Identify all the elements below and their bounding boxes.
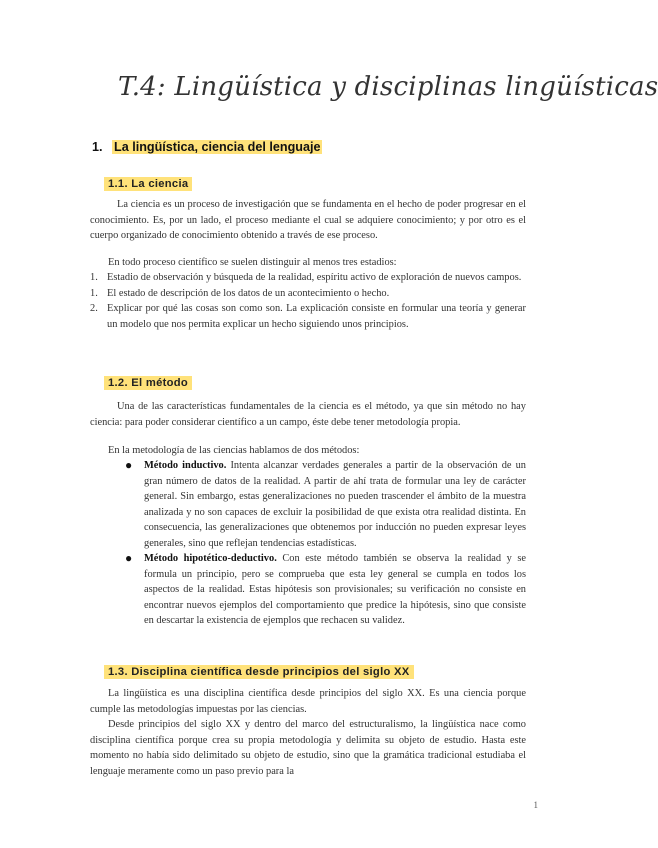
paragraph-disciplina: La lingüística es una disciplina científica desde principios del siglo XX. Es una ciencia porque cumple las metodologías impuestas por las ciencias. bbox=[90, 688, 526, 715]
list-item: 1. Estadio de observación y búsqueda de la realidad, espíritu activo de exploración de nuevos campos. bbox=[90, 272, 522, 283]
subsection-heading-1-1: 1.1. La ciencia bbox=[104, 177, 192, 191]
bullet-icon: ● bbox=[125, 551, 133, 565]
bullet-icon: ● bbox=[125, 458, 133, 472]
section-title: La lingüística, ciencia del lenguaje bbox=[114, 140, 321, 154]
paragraph-ciencia-definicion: La ciencia es un proceso de investigación que se fundamenta en el hecho de poder progresar en el conocimiento. Es, por un lado, el proceso mediante el cual se adquiere conocimiento; y por otro es el cuerpo organizado de conocimiento obtenido a través de ese proceso. bbox=[90, 199, 526, 241]
list-item-metodo-hipotetico: ● Método hipotético-deductivo. Con este método también se observa la realidad y se formula un principio, pero se comprueba que esta ley general se cumpla en todos los aspectos de la realidad. Estas hipótesis son provisionales; su verificación no consiste en encontrar nuevos ejemplos del comportamiento que predice la hipótesis, sino que consiste en descartar la existencia de ejemplos que rechacen su validez. bbox=[125, 551, 526, 626]
page-number: 1 bbox=[533, 800, 538, 810]
list-item: 1. El estado de descripción de los datos de un acontecimiento o hecho. bbox=[90, 287, 390, 299]
subsection-heading-1-2: 1.2. El método bbox=[104, 376, 192, 390]
section-number: 1. bbox=[92, 140, 103, 154]
paragraph-metodo: Una de las características fundamentales de la ciencia es el método, ya que sin método no hay ciencia: para poder considerar científico a un campo, éste debe tener metodología propia. bbox=[90, 401, 526, 428]
paragraph-estadios-intro: En todo proceso científico se suelen distinguir al menos tres estadios: bbox=[108, 257, 397, 268]
paragraph-dos-metodos: En la metodología de las ciencias hablamos de dos métodos: bbox=[108, 445, 360, 456]
section-heading-1 bbox=[92, 140, 322, 154]
list-item-metodo-inductivo: ● Método inductivo. Intenta alcanzar verdades generales a partir de la observación de un gran número de datos de la realidad. A partir de ahí trata de formular una ley de carácter general. Sin embargo, estas generalizaciones no pueden trascender el ámbito de la muestra analizada y no son capaces de excluir la posibilidad de que exista otra realidad distinta. En consecuencia, las generalizaciones que obtenemos por inducción no pueden expresar leyes generales, sino que reflejan tendencias estadísticas. bbox=[125, 458, 526, 549]
subsection-heading-1-3: 1.3. Disciplina científica desde principios del siglo XX bbox=[104, 665, 414, 679]
document-title: T.4: Lingüística y disciplinas lingüísticas bbox=[118, 72, 658, 102]
estadios-list bbox=[90, 270, 526, 332]
metodos-list bbox=[120, 458, 526, 629]
paragraph-estructuralismo: Desde principios del siglo XX y dentro del marco del estructuralismo, la lingüística nace como disciplina científica porque crea su propia metodología y delimita su objeto de estudio. Hasta este momento no había sido delimitado su objeto de estudio, sino que la gramática tradicional estudiaba el lenguaje meramente como un paso previo para la bbox=[90, 719, 526, 777]
list-item: 2. Explicar por qué las cosas son como son. La explicación consiste en formular una teoría y generar un modelo que nos permita explicar un hecho siguiendo unos principios. bbox=[90, 303, 526, 330]
